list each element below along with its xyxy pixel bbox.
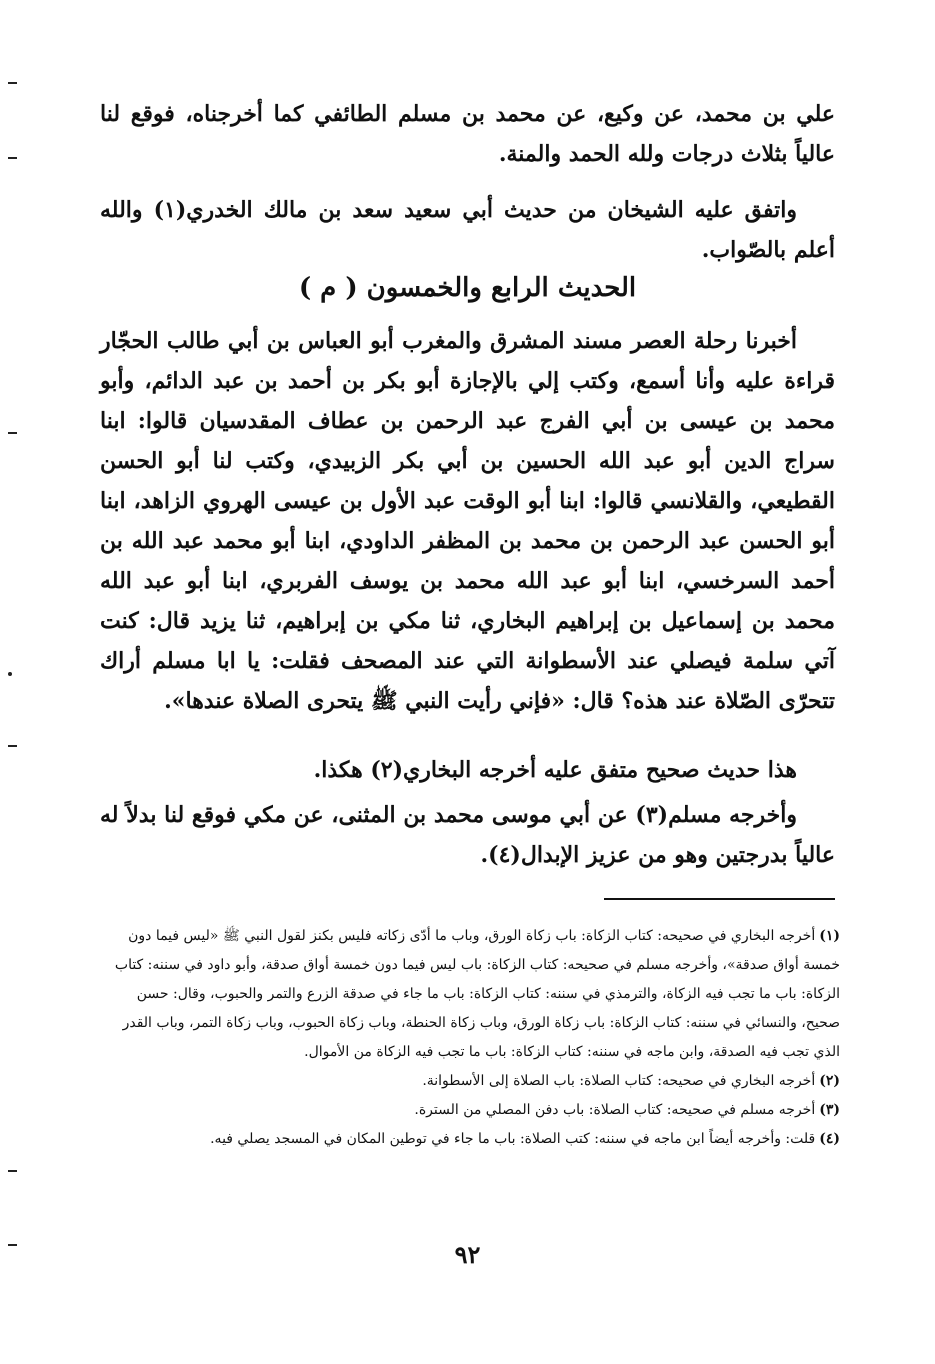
footnote-3 (100, 1096, 840, 1125)
margin-mark (8, 157, 17, 159)
footnotes (100, 922, 840, 1154)
margin-mark (8, 82, 17, 84)
paragraph-agreement: واتفق عليه الشيخان من حديث أبي سعيد سعد بن مالك الخدري(١) والله أعلم بالصّواب. (100, 197, 835, 263)
footnote-divider (604, 898, 835, 900)
footnote-text: أخرجه البخاري في صحيحه: كتاب الزكاة: باب زكاة الورق، وباب ما أدّى زكاته فليس بكنز لقول النبي ﷺ «ليس فيما دون خمسة أواق صدقة»، وأخرجه مسلم في صحيحه: كتاب الزكاة: باب ليس فيما دون خمسة أواق صدقة، وأبو داود في سننه: كتاب الزكاة: باب ما تجب فيه الزكاة، والترمذي في سننه: كتاب الزكاة: باب ما جاء في صدقة الزرع والتمر والحبوب، وقال: حسن صحيح، والنسائي في سننه: كتاب الزكاة: باب زكاة الورق، وباب زكاة الحنطة، وباب زكاة الحبوب، وباب زكاة التمر، وباب القدر الذي تجب فيه الصدقة، وابن ماجه في سننه: كتاب الزكاة: باب ما تجب فيه الزكاة من الأموال. (114, 928, 840, 1060)
hadith-heading: الحديث الرابع والخمسون ( م ) (298, 273, 637, 303)
footnote-number: (١) (819, 928, 840, 944)
footnote-number: (٣) (819, 1102, 840, 1118)
grading-paragraph: هذا حديث صحيح متفق عليه أخرجه البخاري(٢) هكذا. (313, 757, 797, 783)
margin-mark (8, 432, 17, 434)
margin-mark (8, 1170, 17, 1172)
footnote-1 (100, 922, 840, 1067)
page-number: ٩٢ (454, 1240, 481, 1269)
footnote-number: (٢) (819, 1073, 840, 1089)
hadith-isnad-paragraph: أخبرنا رحلة العصر مسند المشرق والمغرب أبو العباس بن أبي طالب الحجّار قراءة عليه وأنا أسمع، وكتب إلي بالإجازة أبو بكر بن أحمد بن عبد الدائم، وأبو محمد بن عيسى بن أبي الفرج عبد الرحمن بن عطاف المقدسيان قالوا: ابنا سراج الدين أبو عبد الله الحسين بن أبي بكر الزبيدي، وكتب لنا أبو الحسن القطيعي، والقلانسي قالوا: ابنا أبو الوقت عبد الأول بن عيسى الهروي الزاهد، ابنا أبو الحسن عبد الرحمن بن محمد بن المظفر الداودي، ابنا أبو محمد عبد الله بن أحمد السرخسي، ابنا أبو عبد الله محمد بن يوسف الفربري، ابنا أبو عبد الله محمد بن إسماعيل بن إبراهيم البخاري، ثنا مكي بن إبراهيم، ثنا يزيد قال: كنت آتي سلمة فيصلي عند الأسطوانة التي عند المصحف فقلت: يا ابا مسلم أراك تتحرّى الصّلاة عند هذه؟ قال: «فإني رأيت النبي ﷺ يتحرى الصلاة عندها». (100, 328, 835, 714)
footnote-number: (٤) (819, 1131, 840, 1147)
footnote-text: قلت: وأخرجه أيضاً ابن ماجه في سننه: كتب الصلاة: باب ما جاء في توطين المكان في المسجد يصلي فيه. (210, 1131, 816, 1147)
margin-dot (8, 672, 12, 676)
muslim-paragraph: وأخرجه مسلم(٣) عن أبي موسى محمد بن المثنى، عن مكي فوقع لنا بدلاً له عالياً بدرجتين وهو من عزيز الإبدال(٤). (100, 802, 835, 868)
footnote-4 (100, 1125, 840, 1154)
footnote-text: أخرجه البخاري في صحيحه: كتاب الصلاة: باب الصلاة إلى الأسطوانة. (422, 1073, 816, 1089)
footnote-text: أخرجه مسلم في صحيحه: كتاب الصلاة: باب دفن المصلي من السترة. (414, 1102, 816, 1118)
margin-mark (8, 745, 17, 747)
footnote-2 (100, 1067, 840, 1096)
paragraph-continuation: علي بن محمد، عن وكيع، عن محمد بن مسلم الطائفي كما أخرجناه، فوقع لنا عالياً بثلاث درجات ولله الحمد والمنة. (100, 101, 835, 167)
